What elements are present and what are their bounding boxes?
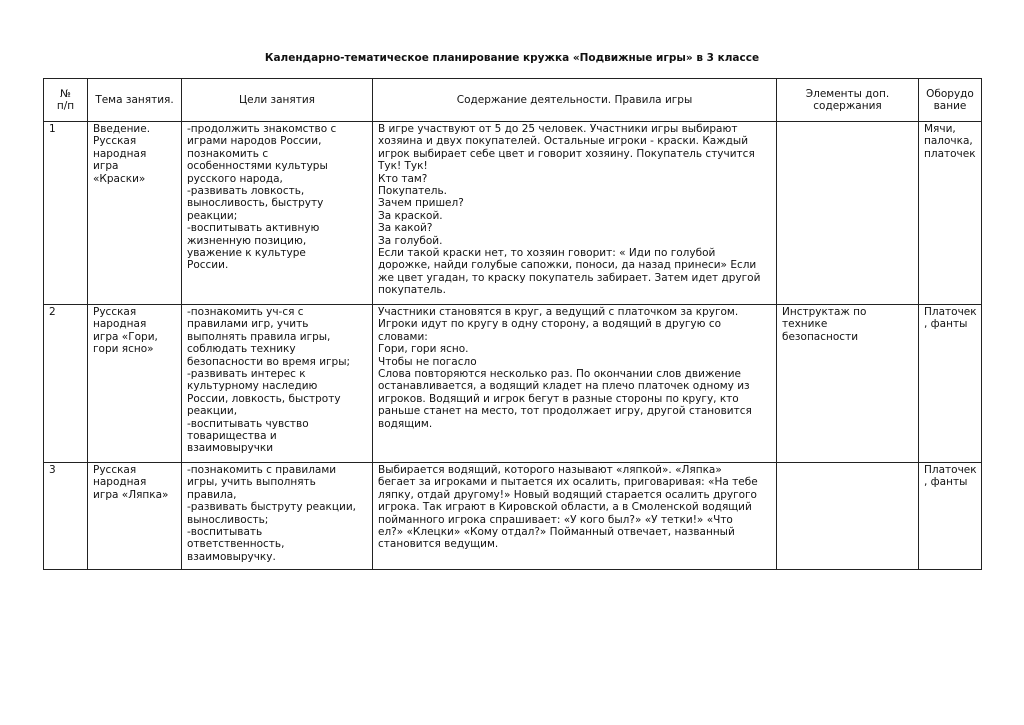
content-line: ел?» «Клецки» «Кому отдал?» Пойманный отвечает, названный	[378, 526, 735, 539]
goals-line: -развивать быструту реакции,	[187, 501, 356, 514]
content-line: игроков. Водящий и игрок бегут в разные стороны по кругу, кто	[378, 392, 739, 405]
topic-cell	[88, 122, 182, 305]
content-line: останавливается, а водящий кладет на плечо платочек одному из	[378, 380, 750, 393]
goals-line: -воспитывать	[187, 526, 263, 539]
goals-line: выносливость, быструту	[187, 197, 324, 210]
content-line: хозяина и двух покупателей. Остальные игроки - краски. Каждый	[378, 135, 749, 148]
goals-line: ответственность,	[187, 538, 285, 551]
content-line: пойманного игрока спрашивает: «У кого был?» «У тетки!» «Что	[378, 513, 733, 526]
topic-cell	[88, 305, 182, 463]
equipment-cell	[919, 463, 982, 570]
content-line: становится ведущим.	[378, 538, 499, 551]
goals-line: особенностями культуры	[187, 160, 328, 173]
goals-line: -развивать интерес к	[187, 368, 306, 381]
content-line: Игроки идут по кругу в одну сторону, а водящий в другую со	[378, 318, 722, 331]
goals-line: -познакомить с правилами	[187, 464, 337, 476]
content-line: же цвет угадан, то краску покупатель забирает. Затем идет другой	[378, 271, 761, 284]
content-line: Зачем пришел?	[378, 197, 464, 210]
topic-cell	[88, 463, 182, 570]
content-line: раньше станет на место, тот продолжает игру, другой становится	[378, 405, 752, 418]
goals-line: культурному наследию	[187, 380, 318, 393]
elements-cell	[777, 305, 919, 463]
elements-line: Инструктаж по	[782, 306, 867, 318]
header-num: № п/п	[44, 79, 88, 122]
content-line: ляпку, отдай другому!» Новый водящий старается осалить другого	[378, 488, 757, 501]
equipment-line: Платочек	[924, 306, 977, 318]
topic-line: Введение.	[93, 123, 151, 135]
page-title: Календарно-тематическое планирование кружка «Подвижные игры» в 3 классе	[264, 52, 760, 64]
content-line: покупатель.	[378, 284, 446, 297]
content-cell	[373, 463, 777, 570]
goals-line: взаимовыручку.	[187, 550, 276, 563]
content-line: Гори, гори ясно.	[378, 343, 469, 356]
equipment-line: платочек	[924, 147, 976, 160]
content-line: Тук! Тук!	[378, 160, 428, 173]
goals-line: -развивать ловкость,	[187, 185, 305, 198]
equipment-line: палочка,	[924, 135, 973, 148]
goals-line: -познакомить уч-ся с	[187, 306, 304, 318]
goals-line: реакции;	[187, 209, 238, 222]
content-line: бегает за игроками и пытается их осалить, приговаривая: «На тебе	[378, 476, 758, 489]
goals-line: соблюдать технику	[187, 343, 296, 356]
equipment-cell	[919, 122, 982, 305]
content-line: В игре участвуют от 5 до 25 человек. Участники игры выбирают	[378, 123, 738, 135]
row-number-cell: 3	[44, 463, 88, 570]
content-line: За какой?	[378, 222, 433, 235]
goals-line: выносливость;	[187, 513, 269, 526]
content-line: Покупатель.	[378, 185, 447, 198]
content-line: Слова повторяются несколько раз. По окончании слов движение	[378, 368, 742, 381]
goals-line: уважение к культуре	[187, 247, 306, 260]
equipment-cell	[919, 305, 982, 463]
goals-line: товарищества и	[187, 430, 277, 443]
row-number-cell: 2	[44, 305, 88, 463]
goals-line: -воспитывать чувство	[187, 417, 309, 430]
equipment-line: Мячи,	[924, 123, 956, 135]
goals-line: России, ловкость, быстроту	[187, 392, 341, 405]
table-header-row	[44, 79, 982, 122]
content-line: За голубой.	[378, 234, 443, 247]
content-cell	[373, 305, 777, 463]
goals-line: реакции,	[187, 405, 238, 418]
table-row	[44, 305, 982, 463]
goals-line: выполнять правила игры,	[187, 330, 331, 343]
header-goals: Цели занятия	[182, 79, 373, 122]
equipment-line: , фанты	[924, 318, 968, 331]
goals-line: безопасности во время игры;	[187, 355, 351, 368]
row-number-cell: 1	[44, 122, 88, 305]
goals-line: игры, учить выполнять	[187, 476, 316, 489]
header-content: Содержание деятельности. Правила игры	[373, 79, 777, 122]
topic-line: народная	[93, 318, 147, 331]
content-line: игрока. Так играют в Кировской области, а в Смоленской водящий	[378, 501, 752, 514]
content-line: игрок выбирает себе цвет и говорит хозяину. Покупатель стучится	[378, 147, 755, 160]
goals-line: жизненную позицию,	[187, 234, 307, 247]
topic-line: Русская	[93, 464, 137, 476]
content-cell	[373, 122, 777, 305]
equipment-line: Платочек	[924, 464, 977, 476]
topic-line: Русская	[93, 306, 137, 318]
equipment-line: , фанты	[924, 476, 968, 489]
elements-line: безопасности	[782, 330, 859, 343]
goals-line: -продолжить знакомство с	[187, 123, 337, 135]
content-line: Выбирается водящий, которого называют «ляпкой». «Ляпка»	[378, 464, 722, 476]
content-line: Чтобы не погасло	[378, 355, 477, 368]
goals-line: русского народа,	[187, 172, 283, 185]
table-row	[44, 122, 982, 305]
goals-line: познакомить с	[187, 147, 269, 160]
goals-cell	[182, 463, 373, 570]
topic-line: игра	[93, 160, 119, 173]
content-line: Участники становятся в круг, а ведущий с платочком за кругом.	[378, 306, 739, 318]
topic-line: гори ясно»	[93, 343, 154, 356]
goals-line: России.	[187, 259, 229, 272]
topic-line: народная	[93, 147, 147, 160]
topic-line: Русская	[93, 135, 137, 148]
content-line: Кто там?	[378, 172, 428, 185]
goals-line: играми народов России,	[187, 135, 322, 148]
goals-line: взаимовыручки	[187, 442, 274, 455]
content-line: За краской.	[378, 209, 443, 222]
content-line: Если такой краски нет, то хозяин говорит: « Иди по голубой	[378, 247, 716, 260]
goals-cell	[182, 305, 373, 463]
topic-line: игра «Ляпка»	[93, 488, 169, 501]
goals-line: -воспитывать активную	[187, 222, 320, 235]
goals-line: правила,	[187, 488, 237, 501]
elements-cell	[777, 122, 919, 305]
header-equipment: Оборудо вание	[919, 79, 982, 122]
content-line: дорожке, найди голубые сапожки, поноси, да назад принеси» Если	[378, 259, 757, 272]
table-row	[44, 463, 982, 570]
topic-line: народная	[93, 476, 147, 489]
planning-table	[43, 78, 982, 570]
header-topic: Тема занятия.	[88, 79, 182, 122]
topic-line: «Краски»	[93, 172, 146, 185]
content-line: водящим.	[378, 417, 433, 430]
header-elements: Элементы доп. содержания	[777, 79, 919, 122]
goals-cell	[182, 122, 373, 305]
goals-line: правилами игр, учить	[187, 318, 309, 331]
elements-cell	[777, 463, 919, 570]
elements-line: технике	[782, 318, 828, 331]
topic-line: игра «Гори,	[93, 330, 158, 343]
content-line: словами:	[378, 330, 428, 343]
